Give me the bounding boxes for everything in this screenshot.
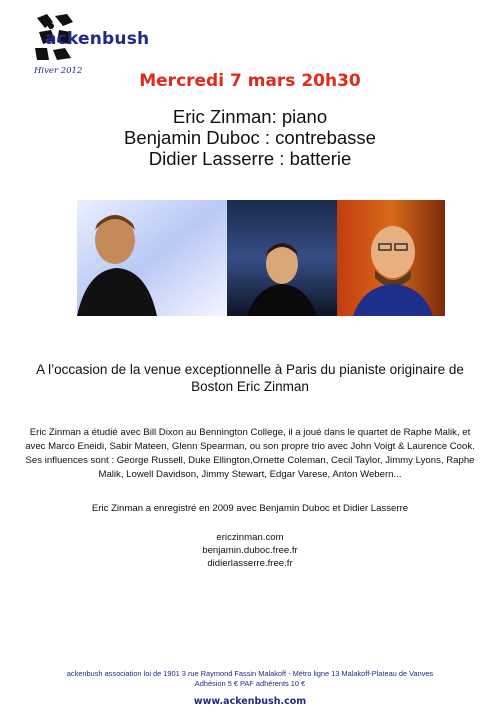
musician-bass: Benjamin Duboc : contrebasse (124, 127, 376, 148)
season-label: Hiver 2012 (34, 66, 83, 76)
website-links (0, 531, 500, 570)
logo-wordmark: ackenbush (45, 29, 150, 49)
musician-drums: Didier Lasserre : batterie (148, 148, 352, 169)
link-ericzinman[interactable]: ericzinman.com (216, 532, 284, 543)
footer-info (0, 669, 500, 689)
event-date: Mercredi 7 mars 20h30 (139, 71, 361, 91)
musicians-photo (77, 200, 445, 316)
link-didier-lasserre[interactable]: didierlasserre.free.fr (207, 558, 293, 569)
footer-website-link[interactable]: www.ackenbush.com (193, 696, 307, 707)
recording-note: Eric Zinman a enregistré en 2009 avec Benjamin Duboc et Didier Lasserre (91, 503, 409, 514)
musician-list (0, 106, 500, 169)
artist-bio: Eric Zinman a étudié avec Bill Dixon au Bennington College, il a joué dans le quartet de Raphe Malik, et avec Marco Eneidi, Sabir Mateen, Glenn Spearman, ou son propre trio avec John Voigt & Laurence Cook. Ses influences sont : George Russell, Duke Ellington,Ornette Coleman, Cecil Taylor, Jimmy Lyons, Raphe Malik, Lowell Davidson, Jimmy Stewart, Edgar Varese, Anton Webern... (25, 427, 475, 480)
footer-address: ackenbush association loi de 1901 3 rue Raymond Fassin Malakoff - Métro ligne 13 Malakoff-Plateau de Vanves (66, 669, 434, 678)
link-benjamin-duboc[interactable]: benjamin.duboc.free.fr (202, 545, 298, 556)
event-headline: A l’occasion de la venue exceptionnelle à Paris du pianiste originaire de Boston Eric Zinman (36, 362, 464, 394)
footer-pricing: Adhésion 5 € PAF adhérents 10 € (194, 679, 306, 688)
musician-piano: Eric Zinman: piano (172, 106, 328, 127)
